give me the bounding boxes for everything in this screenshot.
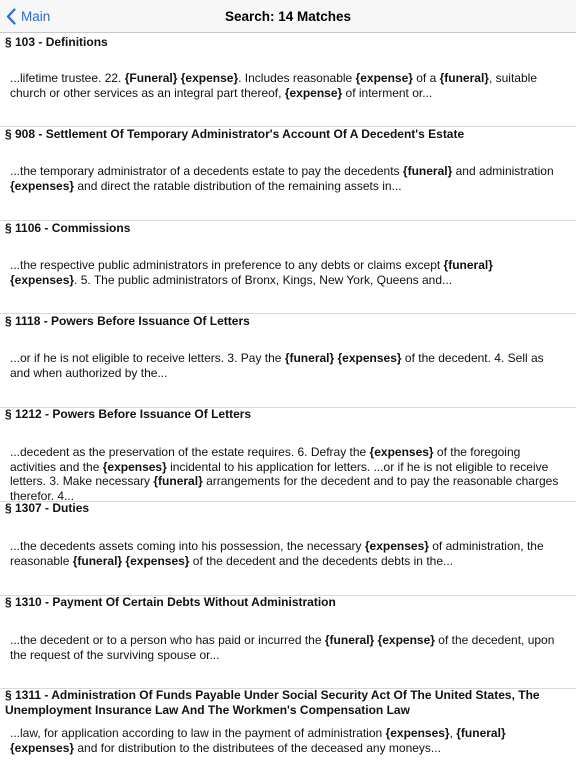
highlighted-term: {expenses} [10, 272, 75, 287]
highlighted-term: {expense} [284, 85, 343, 100]
highlighted-term: {expenses} [10, 178, 75, 193]
highlighted-term: {expenses} [125, 553, 190, 568]
highlighted-term: {expense} [180, 71, 239, 85]
snippet-text: ...the respective public administrators in preference to any debts or claims except [10, 258, 444, 272]
snippet-text: and direct the ratable distribution of the remaining assets in... [74, 178, 402, 193]
highlighted-term: {expenses} [337, 351, 402, 365]
highlighted-term: {expense} [377, 633, 435, 647]
result-title: § 1118 - Powers Before Issuance Of Letters [5, 314, 250, 328]
highlighted-term: {funeral} [153, 474, 203, 488]
snippet-text: , [449, 726, 457, 740]
result-snippet [10, 164, 560, 193]
snippet-text: , suitable church or other services as an integral part thereof, [10, 71, 537, 100]
result-title: § 1212 - Powers Before Issuance Of Letters [5, 407, 252, 421]
snippet-text: . Includes reasonable [238, 71, 356, 85]
highlighted-term: {funeral} [284, 351, 335, 365]
snippet-text: . 5. The public administrators of Bronx, Kings, New York, Queens and... [74, 272, 453, 287]
snippet-text: and administration [452, 164, 554, 178]
highlighted-term: {expenses} [10, 740, 75, 755]
result-item[interactable] [0, 689, 576, 768]
snippet-text: ...lifetime trustee. 22. [10, 71, 125, 85]
snippet-text: of a [412, 71, 440, 85]
result-snippet [10, 351, 560, 380]
highlighted-term: {funeral} [443, 258, 493, 272]
snippet-text: ...law, for application according to law in the payment of administration [10, 726, 386, 740]
snippet-text: of administration, the reasonable [10, 539, 544, 568]
highlighted-term: {expenses} [385, 726, 450, 740]
snippet-text: and for distribution to the distributees of the deceased any moneys... [74, 740, 441, 755]
result-item[interactable] [0, 596, 576, 689]
search-results-list [0, 33, 576, 768]
result-snippet [10, 258, 560, 287]
highlighted-term: {funeral} [324, 633, 375, 647]
highlighted-term: {expenses} [102, 459, 167, 474]
page-title: Search: 14 Matches [224, 9, 352, 24]
snippet-text: ...the temporary administrator of a decedents estate to pay the decedents [10, 164, 403, 178]
snippet-text: of the decedent and the decedents debts in the... [189, 553, 453, 568]
result-snippet [10, 71, 560, 100]
result-item[interactable] [0, 502, 576, 596]
result-snippet [10, 445, 560, 503]
result-snippet [10, 539, 560, 568]
highlighted-term: {expenses} [369, 445, 434, 459]
highlighted-term: {funeral} [72, 553, 123, 568]
result-title: § 908 - Settlement Of Temporary Administrator's Account Of A Decedent's Estate [5, 127, 465, 141]
highlighted-term: {Funeral} [124, 71, 178, 85]
result-item[interactable] [0, 408, 576, 502]
snippet-text: arrangements for the decedent and to pay the reasonable charges therefor. 4... [10, 474, 559, 503]
back-button-label: Main [21, 9, 51, 24]
snippet-text: ...decedent as the preservation of the estate requires. 6. Defray the [10, 445, 370, 459]
result-snippet [10, 633, 560, 662]
result-title: § 1307 - Duties [5, 501, 90, 515]
highlighted-term: {expense} [355, 71, 413, 85]
back-button[interactable] [6, 0, 50, 33]
result-title: § 1106 - Commissions [5, 221, 131, 235]
result-snippet [10, 726, 560, 755]
result-item[interactable] [0, 221, 576, 314]
result-item[interactable] [0, 314, 576, 408]
snippet-text: of the decedent. 4. Sell as and when authorized by the... [10, 351, 544, 380]
snippet-text: ...the decedents assets coming into his possession, the necessary [10, 539, 365, 553]
chevron-left-icon [6, 8, 16, 25]
result-title: § 1310 - Payment Of Certain Debts Without Administration [5, 595, 336, 609]
snippet-text: of interment or... [342, 85, 433, 100]
snippet-text: ...or if he is not eligible to receive letters. 3. Pay the [10, 351, 285, 365]
highlighted-term: {funeral} [402, 164, 453, 178]
result-title: § 1311 - Administration Of Funds Payable Under Social Security Act Of The United States, The Unemployment Insurance Law And The Workmen's Compensation Law [5, 688, 540, 717]
navigation-bar [0, 0, 576, 33]
snippet-text: ...the decedent or to a person who has paid or incurred the [10, 633, 325, 647]
highlighted-term: {funeral} [439, 71, 489, 85]
highlighted-term: {funeral} [456, 726, 506, 740]
highlighted-term: {expenses} [364, 539, 429, 553]
result-title: § 103 - Definitions [5, 35, 108, 49]
result-item[interactable] [0, 33, 576, 127]
snippet-text: of the decedent, upon the request of the surviving spouse or... [10, 633, 555, 662]
result-item[interactable] [0, 127, 576, 221]
snippet-text: incidental to his application for letters. ...or if he is not eligible to receive letters. 3. Make necessary [10, 459, 549, 488]
snippet-text: of the foregoing activities and the [10, 445, 521, 474]
